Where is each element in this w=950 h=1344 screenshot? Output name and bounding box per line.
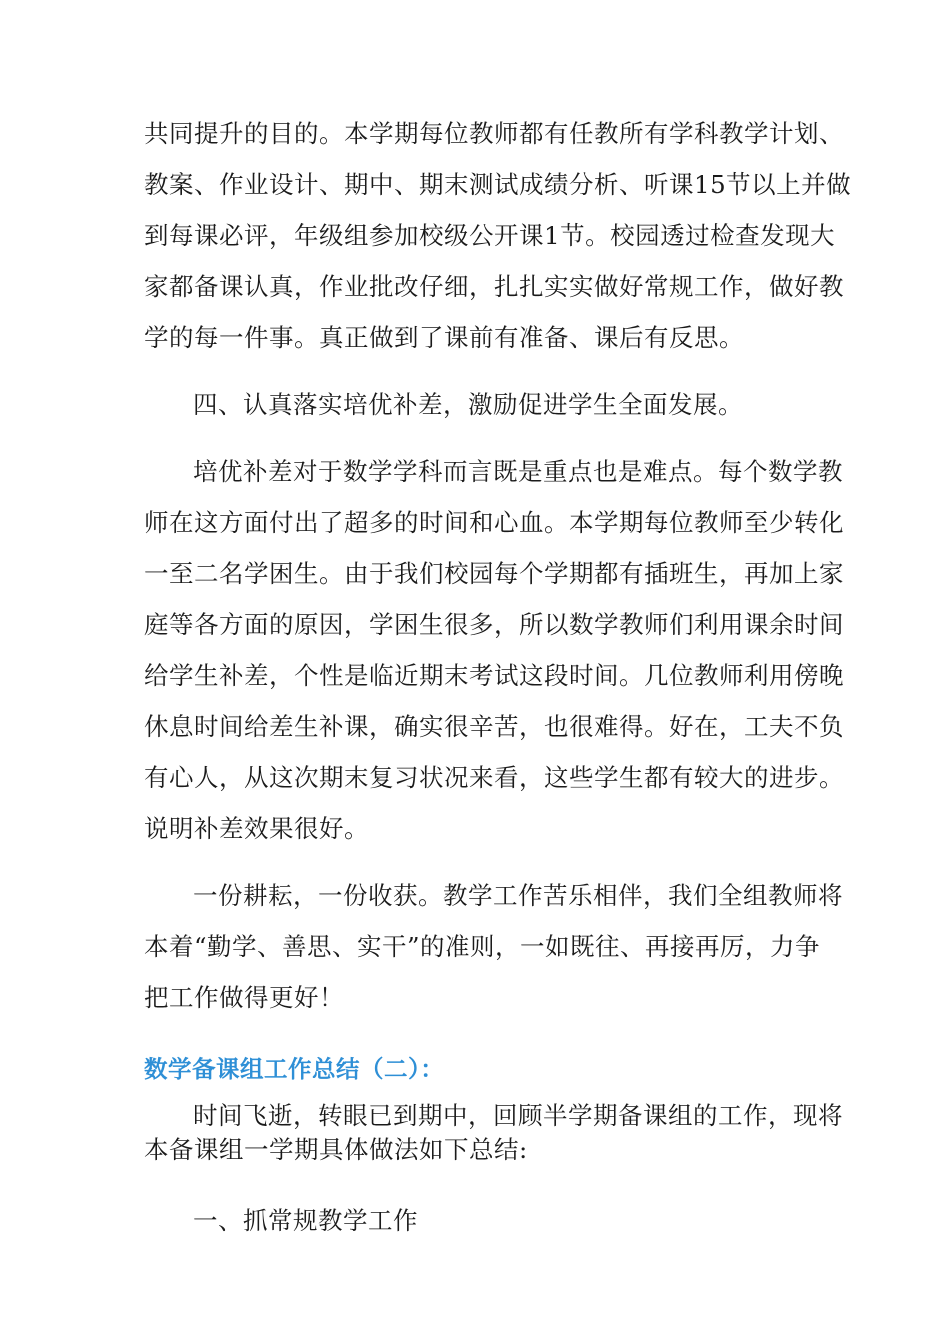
section-one-title (144, 1195, 810, 1246)
text-line: 时间飞逝，转眼已到期中，回顾半学期备课组的工作，现将 (193, 1101, 843, 1130)
text-line: 给学生补差，个性是临近期末考试这段时间。几位教师利用傍晚 (144, 661, 844, 690)
text-line: 把工作做得更好！ (144, 983, 344, 1012)
section-one-title-text: 一、抓常规教学工作 (193, 1206, 418, 1235)
text-line: 教案、作业设计、期中、期末测试成绩分析、听课15节以上并做 (144, 170, 852, 199)
text-line: 到每课必评，年级组参加校级公开课1节。校园透过检查发现大 (144, 221, 836, 250)
paragraph-routine-work (144, 108, 852, 363)
text-line: 学的每一件事。真正做到了课前有准备、课后有反思。 (144, 323, 744, 352)
text-line: 一至二名学困生。由于我们校园每个学期都有插班生，再加上家 (144, 559, 844, 588)
document-page (144, 108, 852, 1246)
text-line: 有心人，从这次期末复习状况来看，这些学生都有较大的进步。 (144, 763, 844, 792)
text-line: 师在这方面付出了超多的时间和心血。本学期每位教师至少转化 (144, 508, 844, 537)
paragraph-tutoring (144, 446, 844, 854)
text-line: 共同提升的目的。本学期每位教师都有任教所有学科教学计划、 (144, 119, 844, 148)
text-line: 家都备课认真，作业批改仔细，扎扎实实做好常规工作，做好教 (144, 272, 844, 301)
text-line: 庭等各方面的原因，学困生很多，所以数学教师们利用课余时间 (144, 610, 844, 639)
text-line: 说明补差效果很好。 (144, 814, 369, 843)
section-heading: 数学备课组工作总结（二）： (144, 1055, 445, 1083)
section-four-title-text: 四、认真落实培优补差，激励促进学生全面发展。 (193, 390, 743, 419)
text-line: 本备课组一学期具体做法如下总结: (144, 1135, 528, 1164)
text-line: 一份耕耘，一份收获。教学工作苦乐相伴，我们全组教师将 (193, 881, 843, 910)
text-line: 本着“勤学、善思、实干”的准则，一如既往、再接再厉，力争 (144, 932, 821, 961)
paragraph-intro (144, 1099, 843, 1167)
text-line: 培优补差对于数学学科而言既是重点也是难点。每个数学教 (193, 457, 843, 486)
paragraph-conclusion (144, 870, 843, 1023)
section-four-title (144, 379, 810, 430)
text-line: 休息时间给差生补课，确实很辛苦，也很难得。好在，工夫不负 (144, 712, 844, 741)
